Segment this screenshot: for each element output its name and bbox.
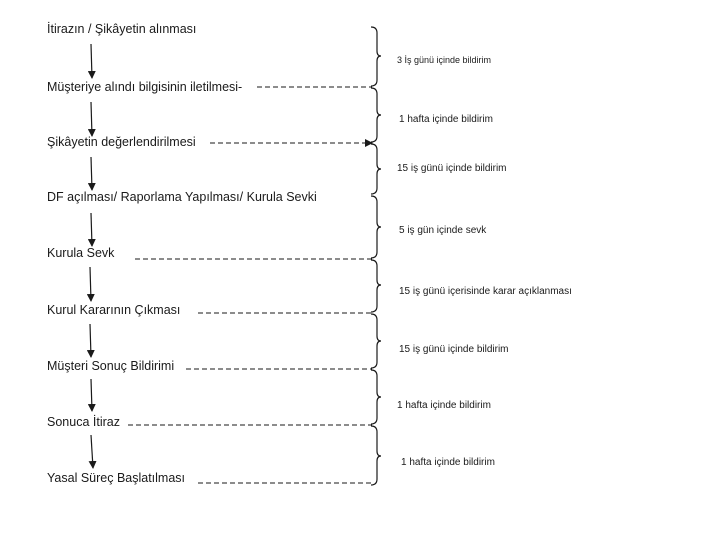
duration-note-6: 15 iş günü içinde bildirim xyxy=(399,344,509,355)
step-result-notification: Müşteri Sonuç Bildirimi xyxy=(47,359,175,373)
duration-note-3: 15 iş günü içinde bildirim xyxy=(397,163,507,174)
flow-arrow-6 xyxy=(90,324,91,357)
step-board-referral: Kurula Sevk xyxy=(47,246,115,260)
flow-arrow-8 xyxy=(91,435,93,468)
step-complaint-received: İtirazın / Şikâyetin alınması xyxy=(47,22,197,36)
duration-note-5: 15 iş günü içerisinde karar açıklanması xyxy=(399,286,572,297)
flow-arrow-1 xyxy=(91,44,92,78)
duration-note-1: 3 İş günü içinde bildirim xyxy=(397,55,492,65)
step-result-objection: Sonuca İtiraz xyxy=(47,415,120,429)
curly-brace-6 xyxy=(371,314,381,368)
duration-note-4: 5 iş gün içinde sevk xyxy=(399,225,487,236)
step-complaint-evaluated: Şikâyetin değerlendirilmesi xyxy=(47,135,196,149)
step-legal-process: Yasal Süreç Başlatılması xyxy=(47,471,186,485)
duration-note-8: 1 hafta içinde bildirim xyxy=(401,457,495,468)
step-df-report-referral: DF açılması/ Raporlama Yapılması/ Kurula Sevki xyxy=(47,190,317,204)
curly-brace-8 xyxy=(371,426,381,485)
duration-note-2: 1 hafta içinde bildirim xyxy=(399,114,493,125)
flow-arrow-4 xyxy=(91,213,92,246)
step-receipt-notified: Müşteriye alındı bilgisinin iletilmesi- xyxy=(47,80,243,94)
curly-brace-4 xyxy=(371,196,381,258)
flow-arrow-2 xyxy=(91,102,92,136)
curly-brace-7 xyxy=(371,370,381,424)
duration-note-7: 1 hafta içinde bildirim xyxy=(397,400,491,411)
curly-brace-5 xyxy=(371,260,381,312)
curly-brace-3 xyxy=(371,144,381,194)
flow-arrow-3 xyxy=(91,157,92,190)
flow-arrow-7 xyxy=(91,379,92,411)
curly-brace-2 xyxy=(371,88,381,142)
flow-arrow-5 xyxy=(90,267,91,301)
step-board-decision: Kurul Kararının Çıkması xyxy=(47,303,181,317)
curly-brace-1 xyxy=(371,27,381,86)
